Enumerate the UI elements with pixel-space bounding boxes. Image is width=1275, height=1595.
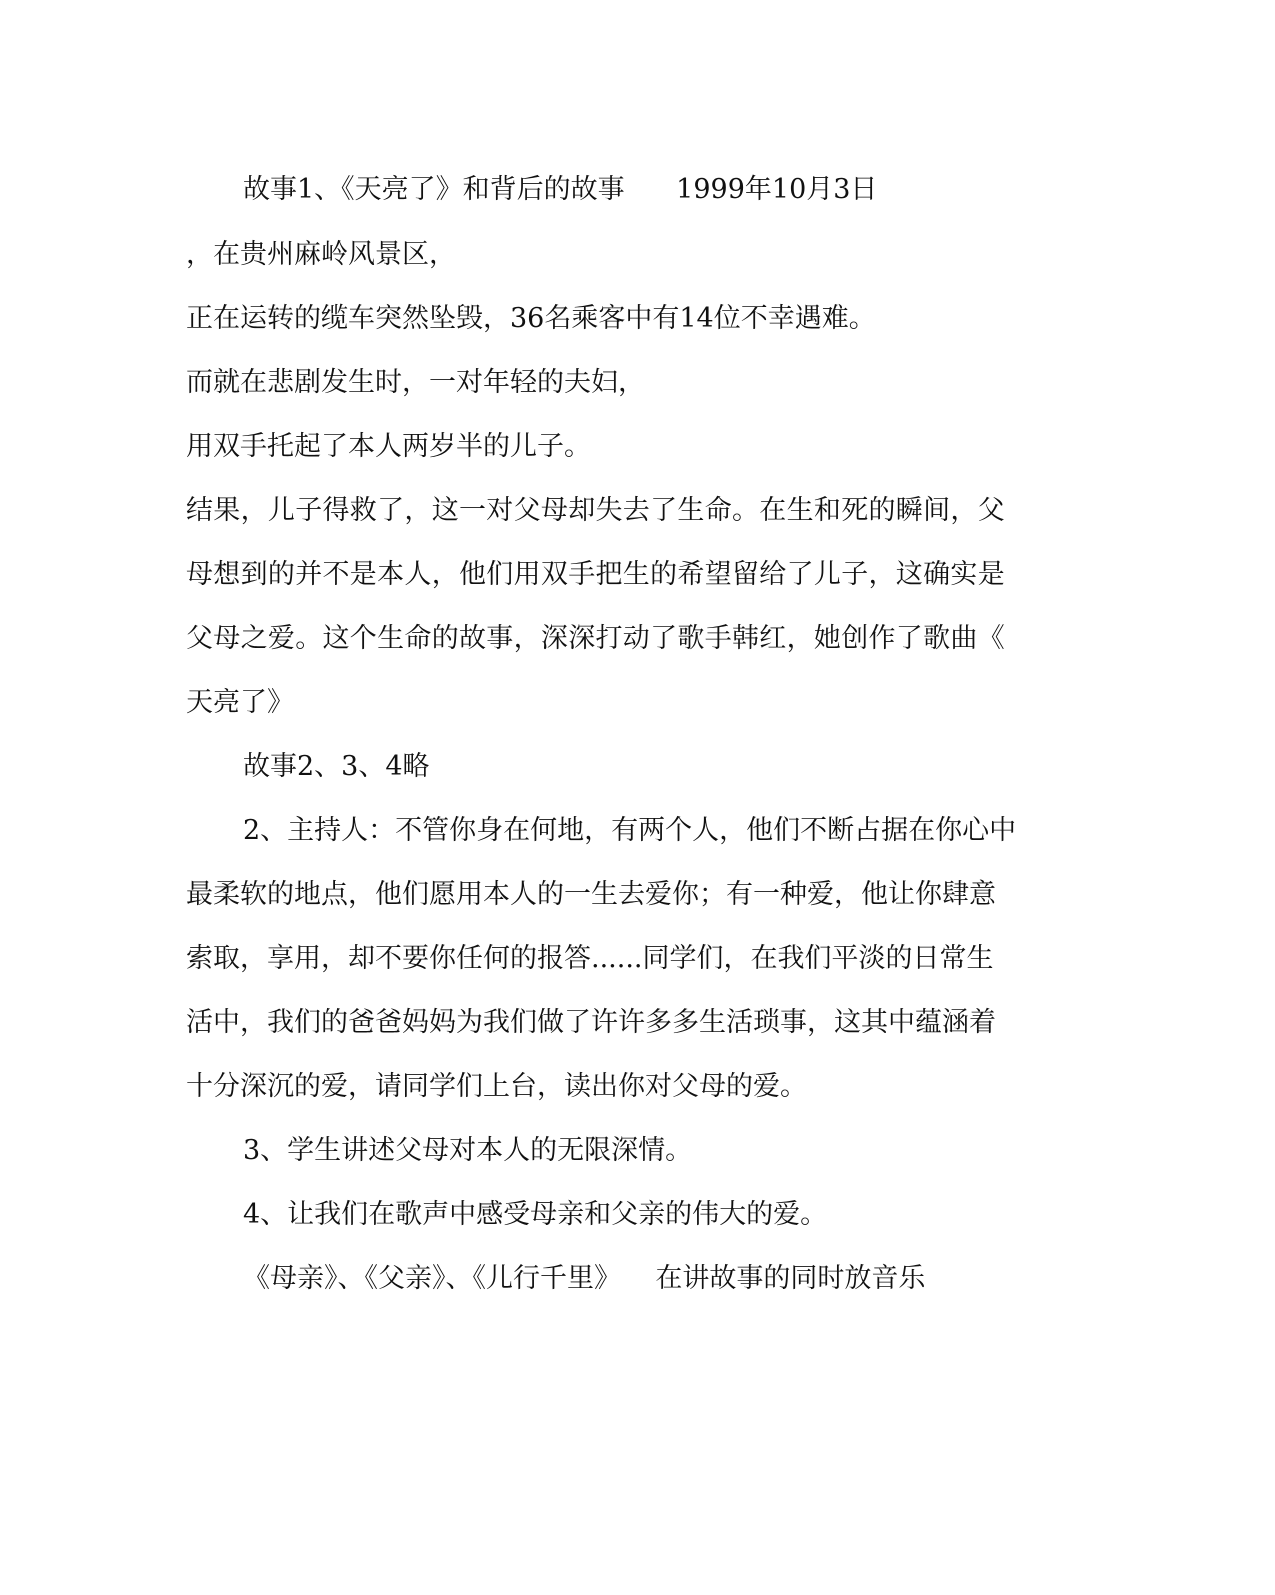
text-line: ，在贵州麻岭风景区， xyxy=(186,239,456,270)
text-line: 用双手托起了本人两岁半的儿子。 xyxy=(186,431,591,462)
text-line: 活中，我们的爸爸妈妈为我们做了许许多多生活琐事，这其中蕴涵着 xyxy=(186,1007,996,1038)
text-line: 天亮了》 xyxy=(186,687,294,718)
songs-line: 《母亲》、《父亲》、《儿行千里》 在讲故事的同时放音乐 xyxy=(243,1263,926,1294)
text-line: 结果，儿子得救了，这一对父母却失去了生命。在生和死的瞬间，父 xyxy=(186,495,1005,526)
text-line: 而就在悲剧发生时，一对年轻的夫妇， xyxy=(186,367,645,398)
step-4-line: 4、让我们在歌声中感受母亲和父亲的伟大的爱。 xyxy=(243,1199,828,1230)
host-paragraph-line: 2、主持人：不管你身在何地，有两个人，他们不断占据在你心中 xyxy=(243,815,1017,846)
text-line: 索取，享用，却不要你任何的报答......同学们，在我们平淡的日常生 xyxy=(186,943,994,974)
step-3-line: 3、学生讲述父母对本人的无限深情。 xyxy=(243,1135,693,1166)
text-line: 最柔软的地点，他们愿用本人的一生去爱你；有一种爱，他让你肆意 xyxy=(186,879,996,910)
story-1-heading: 故事1、《天亮了》和背后的故事 1999年10月3日 xyxy=(243,174,878,205)
text-line: 正在运转的缆车突然坠毁，36名乘客中有14位不幸遇难。 xyxy=(186,303,876,334)
text-line: 十分深沉的爱，请同学们上台，读出你对父母的爱。 xyxy=(186,1071,807,1102)
story-2-4-note: 故事2、3、4略 xyxy=(243,751,430,782)
text-line: 父母之爱。这个生命的故事，深深打动了歌手韩红，她创作了歌曲《 xyxy=(186,623,1005,654)
text-line: 母想到的并不是本人，他们用双手把生的希望留给了儿子，这确实是 xyxy=(186,559,1005,590)
